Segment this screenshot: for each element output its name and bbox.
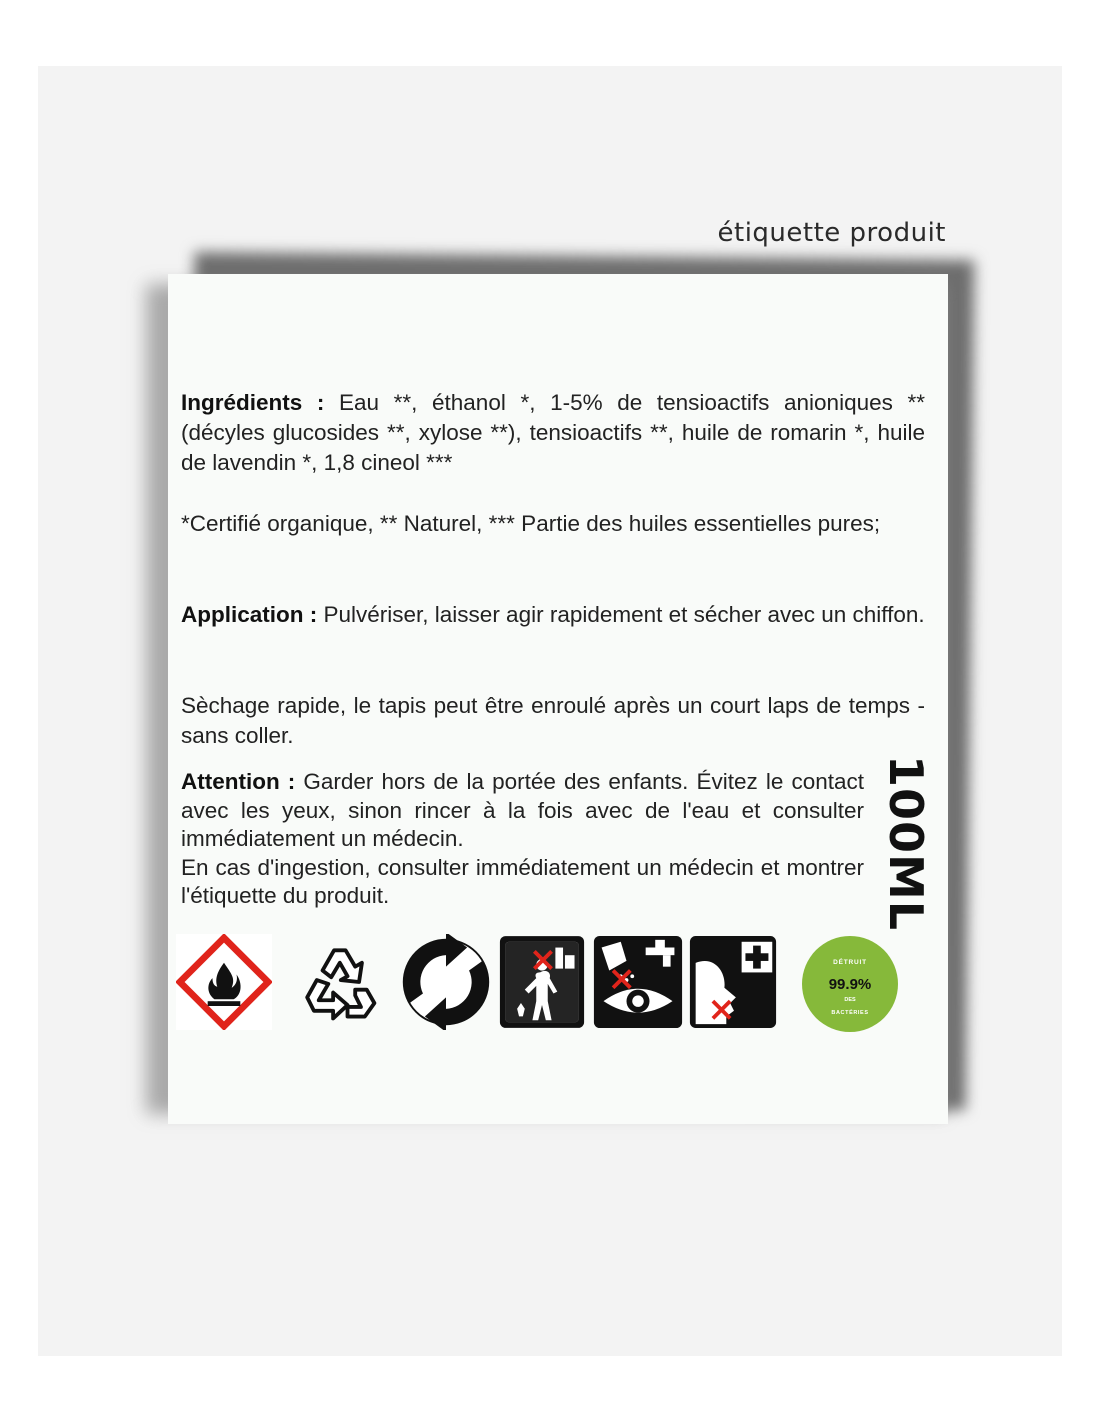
flammable-hazard-icon [176, 934, 272, 1030]
attention-paragraph [181, 768, 864, 911]
do-not-ingest-first-aid-icon [688, 934, 778, 1030]
attention-heading: Attention : [181, 769, 296, 794]
ingredients-paragraph [181, 388, 925, 478]
keep-away-from-children-icon [498, 934, 586, 1030]
product-label [168, 274, 948, 1124]
pictogram-row [176, 934, 936, 1034]
volume-label [876, 754, 936, 932]
drying-paragraph: Sèchage rapide, le tapis peut être enroulé après un court laps de temps - sans coller. [181, 693, 925, 748]
ingestion-text: En cas d'ingestion, consulter immédiatement un médecin et montrer l'étiquette du produit. [181, 854, 864, 908]
badge-value-text: 99.9% [828, 976, 872, 993]
certification-paragraph: *Certifié organique, ** Naturel, *** Partie des huiles essentielles pures; [181, 511, 881, 536]
badge-mid-text: DES [844, 997, 856, 1003]
volume-text: 100ML [879, 754, 934, 932]
bacteria-badge-icon [798, 934, 902, 1034]
application-paragraph [181, 600, 925, 630]
caption: étiquette produit [717, 218, 946, 248]
badge-top-text: DÉTRUIT [833, 959, 867, 966]
application-heading: Application : [181, 602, 318, 627]
ingredients-heading: Ingrédients : [181, 390, 325, 415]
badge-bottom-text: BACTÉRIES [831, 1010, 869, 1016]
rinse-eyes-icon [592, 934, 684, 1030]
green-dot-icon [398, 934, 494, 1030]
recycle-icon [288, 934, 384, 1030]
application-text: Pulvériser, laisser agir rapidement et sécher avec un chiffon. [317, 602, 925, 627]
ingredients-text: Eau **, éthanol *, 1-5% de tensioactifs anioniques ** (décyles glucosides **, xylose **), tensioactifs **, huile de romarin *, huile de lavendin *, 1,8 cineol *** [181, 390, 925, 475]
attention-text: Garder hors de la portée des enfants. Évitez le contact avec les yeux, sinon rincer à la fois avec de l'eau et consulter immédiatement un médecin. [181, 769, 864, 851]
